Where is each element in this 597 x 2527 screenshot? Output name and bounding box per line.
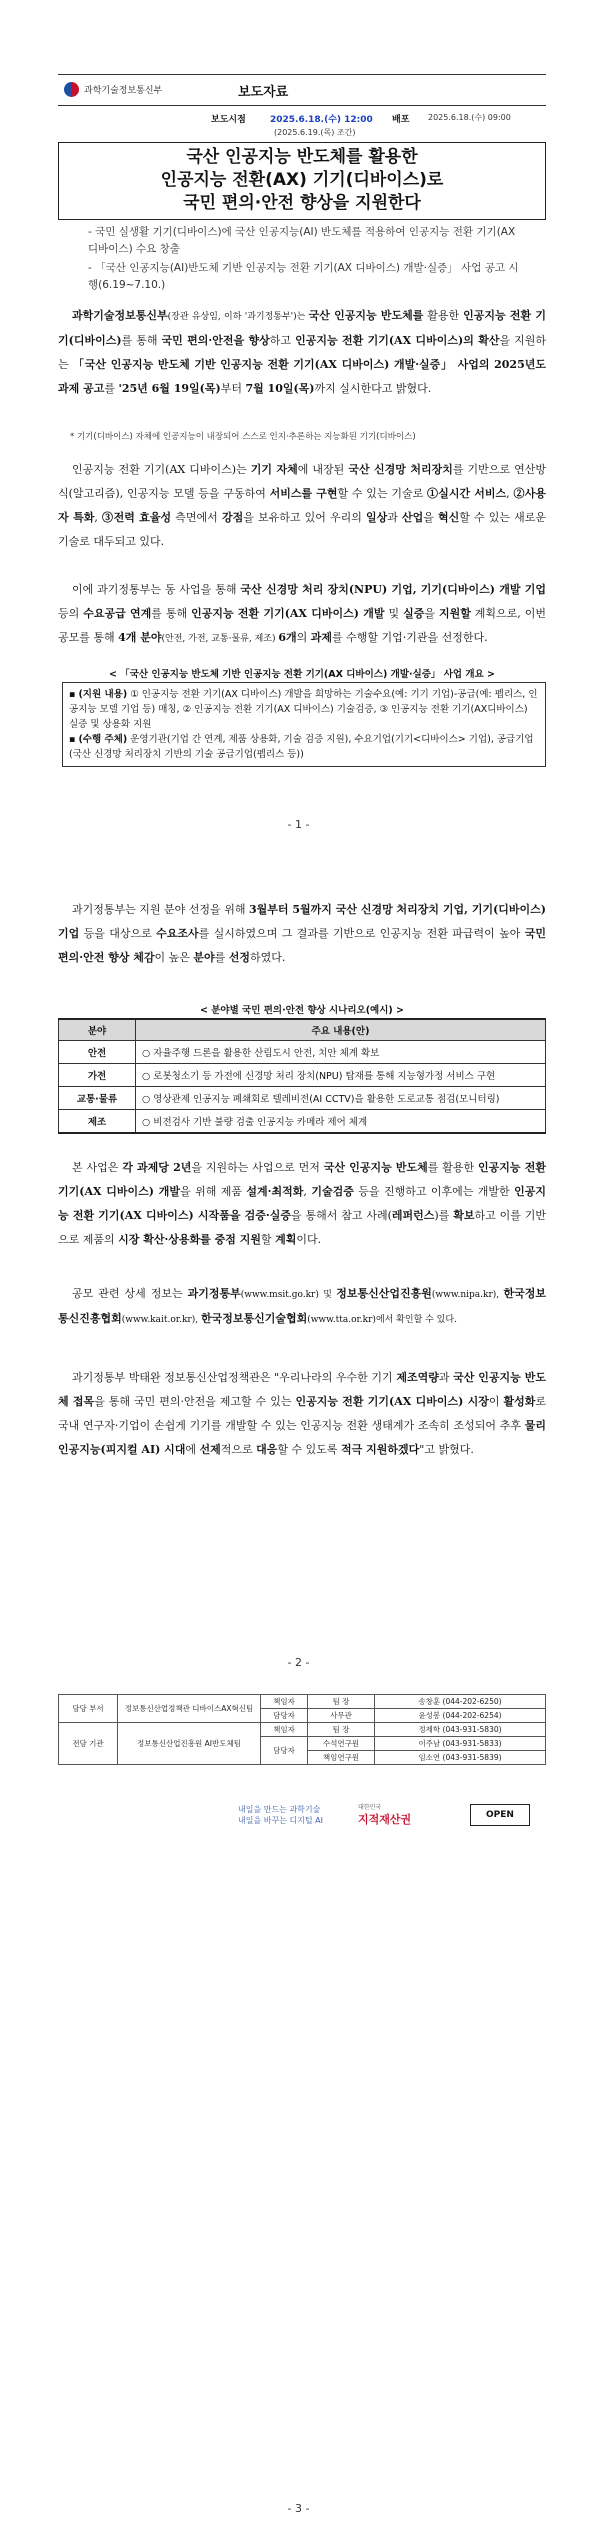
table-row bbox=[59, 1110, 546, 1134]
table-cell-content: ○ 로봇청소기 등 가전에 신경망 처리 장치(NPU) 탑재를 통해 지능형가정 서비스 구현 bbox=[136, 1064, 546, 1087]
p5-n: 레퍼런스 bbox=[391, 1209, 435, 1222]
release-label: 보도시점 bbox=[211, 115, 246, 125]
open-license-badge bbox=[470, 1804, 530, 1826]
p2-j: ②사용자 특화 bbox=[58, 487, 546, 524]
p2-n: 강점 bbox=[221, 511, 244, 524]
title-box bbox=[58, 142, 546, 220]
paragraph-support-plan bbox=[58, 1156, 546, 1252]
p5-u: 계획 bbox=[275, 1233, 297, 1246]
paragraph-quote bbox=[58, 1366, 546, 1462]
slogan-line-2: 내일을 바꾸는 디지털 AI bbox=[238, 1816, 324, 1825]
p2-q: 일상 bbox=[365, 511, 388, 524]
contact-title: 수석연구원 bbox=[308, 1737, 375, 1751]
p3-o: 의 bbox=[296, 631, 311, 644]
p3-a: 이에 과기정통부는 동 사업을 통해 bbox=[72, 583, 241, 596]
contact-name: 이주남 (043-931-5833) bbox=[375, 1737, 546, 1751]
summary-2: - 「국산 인공지능(AI)반도체 기반 인공지능 전환 기기(AX 디바이스) 개발·실증」 사업 공고 시행(6.19~7.10.) bbox=[88, 262, 519, 291]
p1-i: 인공지능 전환 기기(AX 디바이스)의 확산 bbox=[295, 334, 500, 347]
box-item-1 bbox=[69, 687, 539, 732]
p6-b: 과기정통부 bbox=[187, 1287, 241, 1300]
p7-a: 과기정통부 박태완 정보통신산업정책관은 "우리나라의 우수한 기기 bbox=[72, 1371, 397, 1384]
contact-title: 사무관 bbox=[308, 1709, 375, 1723]
box-item-1-text: ① 인공지능 전환 기기(AX 디바이스) 개발을 희망하는 기술수요(예: 기기 기업)-공급(예: 펩리스, 인공지능 모델 기업 등) 매칭, ② 인공지능 전환 기기(AX 디바이스) 기술검증, ③ 인공지능 전환 기기(AX디바이스) 실증 및 상용화 지원 bbox=[69, 689, 538, 730]
p5-h: 설계·최적화 bbox=[246, 1185, 304, 1198]
title-line-3: 국민 편의·안전 향상을 지원한다 bbox=[183, 193, 421, 213]
contact-type: 담당자 bbox=[261, 1737, 308, 1765]
p5-i: , bbox=[303, 1185, 312, 1198]
p1-j: 을 지원하는 bbox=[58, 334, 547, 371]
contact-name: 윤성봉 (044-202-6254) bbox=[375, 1709, 546, 1723]
p1-a: 과학기술정보통신부 bbox=[72, 309, 168, 322]
p5-c: 을 지원하는 사업으로 먼저 bbox=[191, 1161, 324, 1174]
slogan bbox=[238, 1804, 323, 1826]
table-cell-field: 안전 bbox=[59, 1041, 136, 1064]
table-cell-content: ○ 비전검사 기반 불량 검출 인공지능 카메라 제어 체계 bbox=[136, 1110, 546, 1134]
ministry-logo bbox=[64, 82, 79, 97]
p3-r: 를 수행할 기업·기관을 선정한다. bbox=[332, 631, 488, 644]
p3-f: 인공지능 전환 기기(AX 디바이스) 개발 bbox=[191, 607, 385, 620]
p5-l: 인공지능 전환 기기(AX 디바이스) 시작품을 검증·실증 bbox=[58, 1185, 546, 1222]
contact-role: 담당 부서 bbox=[59, 1695, 118, 1723]
p3-q: 과제 bbox=[310, 631, 333, 644]
p7-l: 선제 bbox=[199, 1443, 221, 1456]
box-item-2-bullet: ▪ bbox=[69, 734, 79, 745]
p3-g: 및 bbox=[384, 607, 404, 620]
p7-k: 에 bbox=[185, 1443, 200, 1456]
p2-m: 측면에서 bbox=[171, 511, 222, 524]
p1-g: 국민 편의·안전을 향상 bbox=[161, 334, 270, 347]
p1-k: 「국산 인공지능 반도체 기반 인공지능 전환 기기(AX 디바이스) 개발·실증」 사업의 2025년도 과제 공고 bbox=[58, 358, 546, 395]
paragraph-program bbox=[58, 578, 546, 651]
p1-f: 를 통해 bbox=[121, 334, 162, 347]
p2-v: 할 수 있는 새로운 기술로 대두되고 있다. bbox=[58, 511, 546, 548]
p5-a: 본 사업은 bbox=[72, 1161, 123, 1174]
box-item-2-text: 운영기관(기업 간 연계, 제품 상용화, 기술 검증 지원), 수요기업(기기<디바이스> 기업), 공급기업(국산 신경망 처리장치 기반의 기술 공급기업(펩리스 등)) bbox=[69, 734, 534, 760]
p6-h: 한국정보통신기술협회 bbox=[200, 1312, 308, 1325]
p2-u: 혁신 bbox=[437, 511, 460, 524]
p1-b: (장관 유상임, 이하 '과기정통부')는 bbox=[167, 312, 309, 322]
p5-b: 각 과제당 2년 bbox=[122, 1161, 192, 1174]
brand-logo bbox=[358, 1802, 434, 1828]
p5-s: 시장 확산·상용화를 중점 지원 bbox=[118, 1233, 261, 1246]
box-item-2 bbox=[69, 732, 539, 762]
p5-k: 등을 진행하고 이후에는 개발한 bbox=[353, 1185, 515, 1198]
p2-s: 산업 bbox=[401, 511, 424, 524]
p5-q: 확보 bbox=[453, 1209, 475, 1222]
p1-l: 를 bbox=[104, 382, 119, 395]
contact-name: 정제학 (043-931-5830) bbox=[375, 1723, 546, 1737]
table-cell-field: 교통·물류 bbox=[59, 1087, 136, 1110]
box-item-2-label: (수행 주체) bbox=[78, 734, 128, 745]
title-line-1: 국산 인공지능 반도체를 활용한 bbox=[186, 147, 418, 167]
p5-t: 할 bbox=[260, 1233, 276, 1246]
p5-e: 를 활용한 bbox=[427, 1161, 479, 1174]
p4-c: 등을 대상으로 bbox=[79, 927, 157, 940]
p7-i: 로 국내 연구자·기업이 손쉽게 기기를 개발할 수 있는 인공지능 전환 생태계가 조속히 조성되어 추후 bbox=[58, 1395, 547, 1432]
release-sub: (2025.6.19.(목) 조간) bbox=[274, 128, 356, 137]
p2-k: , bbox=[94, 511, 102, 524]
p2-f: 서비스를 구현 bbox=[269, 487, 338, 500]
p7-m: 적으로 bbox=[220, 1443, 257, 1456]
contact-title: 팀 장 bbox=[308, 1695, 375, 1709]
p7-e: 을 통해 국민 편의·안전을 제고할 수 있는 bbox=[94, 1395, 296, 1408]
page-1 bbox=[0, 0, 597, 840]
p2-t: 을 bbox=[423, 511, 438, 524]
p4-h: 분야 bbox=[193, 951, 215, 964]
table-header-row bbox=[59, 1019, 546, 1041]
p3-k: 계획으로, 이번 공모를 통해 bbox=[58, 607, 547, 644]
p5-j: 기술검증 bbox=[311, 1185, 354, 1198]
p4-b: 3월부터 5월까지 국산 신경망 처리장치 기업, 기기(디바이스) 기업 bbox=[58, 903, 546, 940]
release-value: 2025.6.18.(수) 12:00 bbox=[270, 115, 373, 125]
p7-q: 적극 지원하겠다 bbox=[341, 1443, 420, 1456]
p1-e: 인공지능 전환 기기(디바이스) bbox=[58, 309, 546, 347]
p6-a: 공모 관련 상세 정보는 bbox=[72, 1287, 188, 1300]
contact-type: 책임자 bbox=[261, 1723, 308, 1737]
table-row bbox=[59, 1087, 546, 1110]
brand-logo-sub: 대한민국 bbox=[358, 1804, 382, 1811]
brand-logo-text: 지적재산권 bbox=[358, 1813, 412, 1826]
p4-k: 하였다. bbox=[250, 951, 286, 964]
p1-c: 국산 인공지능 반도체를 bbox=[308, 309, 424, 322]
p3-j: 지원할 bbox=[438, 607, 471, 620]
p1-o: 7월 10일(목) bbox=[245, 382, 315, 395]
table-row bbox=[59, 1041, 546, 1064]
p1-m: '25년 6월 19일(목) bbox=[118, 382, 221, 395]
scenario-table bbox=[58, 1018, 546, 1134]
contact-name: 송창훈 (044-202-6250) bbox=[375, 1695, 546, 1709]
page-number-1: - 1 - bbox=[287, 818, 310, 831]
overview-box bbox=[62, 682, 546, 767]
table-header-field: 분야 bbox=[59, 1019, 136, 1041]
p2-e: 를 기반으로 연산방식(알고리즘), 인공지능 모델 등을 구동하여 bbox=[58, 463, 546, 500]
p4-e: 를 실시하였으며 그 결과를 기반으로 인공지능 전환 파급력이 높아 bbox=[198, 927, 525, 940]
p7-o: 할 수 있도록 bbox=[277, 1443, 342, 1456]
box-item-1-label: (지원 내용) bbox=[78, 689, 128, 700]
p4-i: 를 bbox=[214, 951, 229, 964]
p5-v: 이다. bbox=[296, 1233, 322, 1246]
table-cell-content: ○ 영상관제 인공지능 폐쇄회로 텔레비전(AI CCTV)을 활용한 도로교통 점검(모니터링) bbox=[136, 1087, 546, 1110]
page-number-2: - 2 - bbox=[287, 1656, 310, 1669]
p1-h: 하고 bbox=[269, 334, 296, 347]
paragraph-survey bbox=[58, 898, 546, 970]
table-cell-field: 가전 bbox=[59, 1064, 136, 1087]
p7-c: 과 bbox=[438, 1371, 454, 1384]
p7-j: 물리 인공지능(피지컬 AI) 시대 bbox=[58, 1419, 546, 1456]
footnote-1: * 기기(디바이스) 자체에 인공지능이 내장되어 스스로 인지·추론하는 지능화된 기기(디바이스) bbox=[70, 432, 416, 442]
p5-d: 국산 인공지능 반도체 bbox=[323, 1161, 428, 1174]
p6-f: 한국정보통신진흥협회 bbox=[58, 1287, 546, 1325]
p2-g: 할 수 있는 기술로 bbox=[337, 487, 428, 500]
header-bar bbox=[58, 74, 546, 106]
p3-n: 6개 bbox=[278, 631, 297, 644]
contact-name: 임소연 (043-931-5839) bbox=[375, 1751, 546, 1765]
p5-g: 을 위해 제품 bbox=[180, 1185, 247, 1198]
p6-e: (www.nipa.kr), bbox=[431, 1290, 504, 1300]
contact-role: 전담 기관 bbox=[59, 1723, 118, 1765]
distribution-value: 2025.6.18.(수) 09:00 bbox=[428, 113, 511, 122]
paragraph-ax-device bbox=[58, 458, 546, 554]
p2-d: 국산 신경망 처리장치 bbox=[348, 463, 453, 476]
distribution-label: 배포 bbox=[392, 115, 410, 125]
p5-o: )를 bbox=[434, 1209, 454, 1222]
contacts-table bbox=[58, 1694, 546, 1765]
contact-type: 담당자 bbox=[261, 1709, 308, 1723]
summary-1: - 국민 실생활 기기(디바이스)에 국산 인공지능(AI) 반도체를 적용하여 인공지능 전환 기기(AX 디바이스) 수요 창출 bbox=[88, 226, 516, 255]
page-number-3: - 3 - bbox=[287, 2502, 310, 2515]
title-line-2: 인공지능 전환(AX) 기기(디바이스)로 bbox=[160, 170, 444, 190]
contact-title: 팀 장 bbox=[308, 1723, 375, 1737]
p3-d: 수요공급 연계 bbox=[83, 607, 152, 620]
contact-type: 책임자 bbox=[261, 1695, 308, 1709]
p7-f: 인공지능 전환 기기(AX 디바이스) 시장 bbox=[295, 1395, 489, 1408]
p6-c: (www.msit.go.kr) 및 bbox=[240, 1290, 337, 1300]
slogan-line-1: 내일을 만드는 과학기술 bbox=[238, 1805, 321, 1814]
p7-d: 국산 인공지능 반도체 접목 bbox=[58, 1371, 546, 1408]
p5-m: 을 통해서 참고 사례( bbox=[290, 1209, 392, 1222]
paragraph-intro bbox=[58, 304, 546, 401]
p7-h: 활성화 bbox=[503, 1395, 536, 1408]
p2-a: 인공지능 전환 기기(AX 디바이스)는 bbox=[72, 463, 251, 476]
p5-f: 인공지능 전환 기기(AX 디바이스) 개발 bbox=[58, 1161, 546, 1198]
contact-row bbox=[59, 1723, 546, 1737]
p2-l: ③전력 효율성 bbox=[101, 511, 172, 524]
p6-g: (www.kait.or.kr), bbox=[121, 1315, 201, 1325]
doc-type: 보도자료 bbox=[238, 85, 289, 100]
contact-dept: 정보통신산업진흥원 AI반도체팀 bbox=[118, 1723, 261, 1765]
p3-l: 4개 분야 bbox=[118, 631, 162, 644]
p4-d: 수요조사 bbox=[156, 927, 199, 940]
p6-d: 정보통신산업진흥원 bbox=[336, 1287, 432, 1300]
p1-n: 부터 bbox=[220, 382, 246, 395]
p6-i: (www.tta.or.kr)에서 확인할 수 있다. bbox=[307, 1315, 457, 1325]
p4-f: 국민 편의·안전 향상 체감 bbox=[58, 927, 546, 964]
p3-c: 등의 bbox=[58, 607, 84, 620]
p7-b: 제조역량 bbox=[396, 1371, 439, 1384]
p2-b: 기기 자체 bbox=[250, 463, 298, 476]
box-title: < 「국산 인공지능 반도체 기반 인공지능 전환 기기(AX 디바이스) 개발·실증」 사업 개요 > bbox=[108, 669, 496, 680]
page-3 bbox=[0, 1680, 597, 2527]
p4-g: 이 높은 bbox=[154, 951, 194, 964]
ministry-name: 과학기술정보통신부 bbox=[84, 86, 163, 96]
p4-j: 선정 bbox=[228, 951, 251, 964]
box-item-1-bullet: ▪ bbox=[69, 689, 79, 700]
paragraph-info-sources bbox=[58, 1282, 546, 1332]
contact-dept: 정보통신산업정책관 디바이스AX혁신팀 bbox=[118, 1695, 261, 1723]
p2-i: , bbox=[506, 487, 514, 500]
p2-r: 과 bbox=[387, 511, 402, 524]
p5-r: 하고 이를 기반으로 제품의 bbox=[58, 1209, 546, 1246]
p7-g: 이 bbox=[488, 1395, 504, 1408]
p3-m: (안전, 가전, 교통·물류, 제조) bbox=[161, 634, 279, 644]
p1-d: 활용한 bbox=[423, 309, 464, 322]
table-title: < 분야별 국민 편의·안전 향상 시나리오(예시) > bbox=[199, 1005, 405, 1016]
p3-i: 을 bbox=[424, 607, 439, 620]
page-2 bbox=[0, 840, 597, 1680]
table-row bbox=[59, 1064, 546, 1087]
contact-title: 책임연구원 bbox=[308, 1751, 375, 1765]
table-cell-content: ○ 자율주행 드론을 활용한 산림도시 안전, 치안 체계 확보 bbox=[136, 1041, 546, 1064]
p2-h: ①실시간 서비스 bbox=[427, 487, 507, 500]
p2-o: 을 보유하고 있어 우리의 bbox=[243, 511, 366, 524]
table-header-content: 주요 내용(안) bbox=[136, 1019, 546, 1041]
p2-c: 에 내장된 bbox=[297, 463, 349, 476]
p7-r: "고 밝혔다. bbox=[419, 1443, 474, 1456]
open-label: OPEN bbox=[486, 1810, 514, 1820]
p1-q: 까지 실시한다고 밝혔다. bbox=[314, 382, 432, 395]
p3-e: 를 통해 bbox=[151, 607, 192, 620]
p3-h: 실증 bbox=[403, 607, 425, 620]
p4-a: 과기정통부는 지원 분야 선정을 위해 bbox=[72, 903, 249, 916]
p7-n: 대응 bbox=[256, 1443, 278, 1456]
p3-b: 국산 신경망 처리 장치(NPU) 기업, 기기(디바이스) 개발 기업 bbox=[240, 583, 546, 596]
table-cell-field: 제조 bbox=[59, 1110, 136, 1134]
contact-row bbox=[59, 1695, 546, 1709]
